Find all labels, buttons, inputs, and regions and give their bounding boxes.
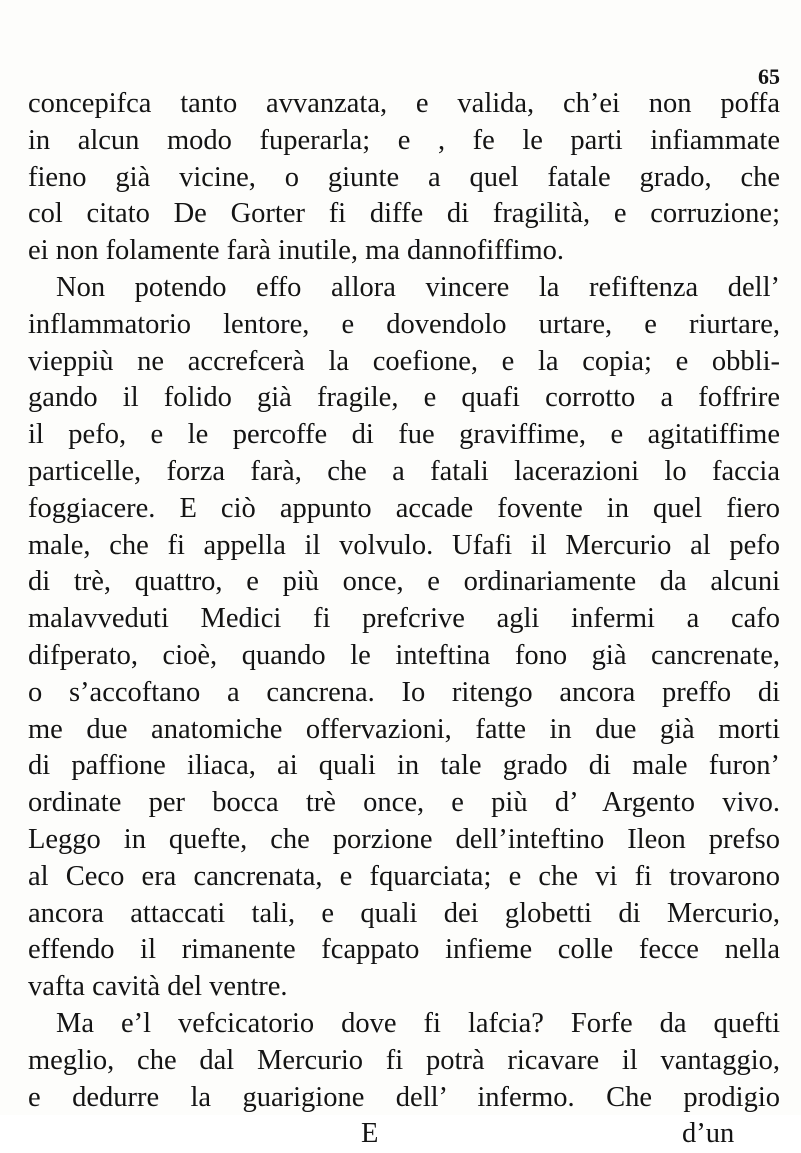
text-line: il pefo, e le percoffe di fue graviffime, e agitatiffime xyxy=(28,419,780,451)
text-line: al Ceco era cancrenata, e fquarciata; e che vi fi trovarono xyxy=(28,860,780,892)
text-line: inflammatorio lentore, e dovendolo urtare, e riurtare, xyxy=(28,308,780,340)
text-line: Leggo in quefte, che porzione dell’inteftino Ileon prefso xyxy=(28,823,780,855)
text-line: difperato, cioè, quando le inteftina fono già cancrenate, xyxy=(28,639,780,671)
text-line: ancora attaccati tali, e quali dei globetti di Mercurio, xyxy=(28,897,780,929)
text-line: me due anatomiche offervazioni, fatte in due già morti xyxy=(28,713,780,745)
page-number: 65 xyxy=(758,64,780,89)
text-line: effendo il rimanente fcappato infieme colle fecce nella xyxy=(28,934,780,966)
text-line: Non potendo effo allora vincere la refiftenza dell’ xyxy=(56,271,780,303)
text-line: Ma e’l vefcicatorio dove fi lafcia? Forfe da quefti xyxy=(56,1007,780,1039)
text-line: vafta cavità del ventre. xyxy=(28,971,288,1003)
text-line: gando il folido già fragile, e quafi corrotto a foffrire xyxy=(28,382,780,414)
text-line: meglio, che dal Mercurio fi potrà ricavare il vantaggio, xyxy=(28,1044,780,1076)
text-line: e dedurre la guarigione dell’ infermo. Che prodigio xyxy=(28,1081,780,1113)
text-line: particelle, forza farà, che a fatali lacerazioni lo faccia xyxy=(28,455,780,487)
text-line: ei non folamente farà inutile, ma dannofiffimo. xyxy=(28,235,565,267)
catchword: d’un xyxy=(682,1118,735,1150)
text-line: o s’accoftano a cancrena. Io ritengo ancora preffo di xyxy=(28,676,780,708)
text-line: malavveduti Medici fi prefcrive agli infermi a cafo xyxy=(28,603,780,635)
signature-mark: E xyxy=(361,1118,379,1150)
text-line: foggiacere. E ciò appunto accade fovente in quel fiero xyxy=(28,492,780,524)
signature-catchword-line xyxy=(28,1116,780,1153)
text-line: male, che fi appella il volvulo. Ufafi il Mercurio al pefo xyxy=(28,529,780,561)
body-text xyxy=(28,86,780,1153)
text-line: vieppiù ne accrefcerà la coefione, e la copia; e obbli- xyxy=(28,345,780,377)
text-line: di trè, quattro, e più once, e ordinariamente da alcuni xyxy=(28,566,780,598)
text-line: fieno già vicine, o giunte a quel fatale grado, che xyxy=(28,161,780,193)
text-line: di paffione iliaca, ai quali in tale grado di male furon’ xyxy=(28,750,780,782)
text-line: concepifca tanto avvanzata, e valida, ch’ei non poffa xyxy=(28,88,780,119)
text-line: in alcun modo fuperarla; e , fe le parti infiammate xyxy=(28,124,780,156)
text-line: col citato De Gorter fi diffe di fragilità, e corruzione; xyxy=(28,198,780,230)
text-line: ordinate per bocca trè once, e più d’ Argento vivo. xyxy=(28,787,780,819)
